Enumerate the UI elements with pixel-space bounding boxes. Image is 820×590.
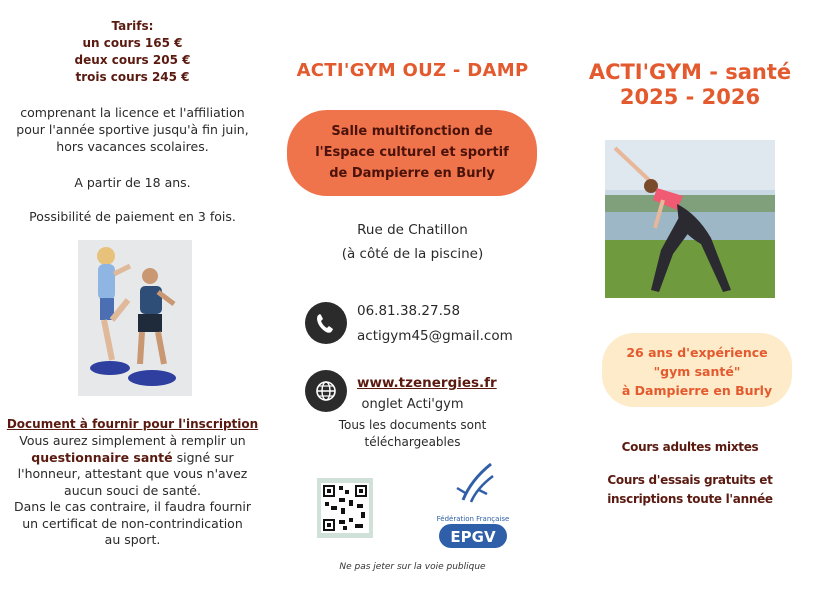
epgv-logo xyxy=(423,460,523,552)
licence-line-3: hors vacances scolaires. xyxy=(56,139,209,154)
left-panel xyxy=(0,0,265,590)
docs-line-3: l'honneur, attestant que vous n'avez xyxy=(17,466,248,481)
free-trial-text xyxy=(560,471,820,509)
venue-line-3: de Dampierre en Burly xyxy=(329,166,495,181)
website-tab: onglet Acti'gym xyxy=(361,397,464,412)
note-line-1: Tous les documents sont xyxy=(338,418,487,432)
documents-body xyxy=(0,433,265,549)
email-link[interactable]: actigym45@gmail.com xyxy=(357,328,513,344)
program-title xyxy=(560,60,820,110)
venue-text xyxy=(287,121,537,184)
website-link[interactable]: www.tzenergies.fr xyxy=(357,375,497,391)
licence-text xyxy=(0,104,265,155)
questionnaire-emphasis: questionnaire santé xyxy=(31,449,173,465)
payment-text: Possibilité de paiement en 3 fois. xyxy=(29,209,236,224)
age-text: A partir de 18 ans. xyxy=(74,175,191,190)
free-trial-line-1: Cours d'essais gratuits et xyxy=(607,473,773,487)
free-trial-line-2: inscriptions toute l'année xyxy=(607,492,773,506)
yoga-stretch-photo xyxy=(605,140,775,298)
docs-line-7: au sport. xyxy=(104,532,161,547)
docs-line-4: aucun souci de santé. xyxy=(64,482,201,498)
tarifs-heading: Tarifs: xyxy=(111,19,154,33)
right-panel xyxy=(560,0,820,590)
licence-line-1: comprenant la licence et l'affiliation xyxy=(20,105,245,120)
experience-line-2: "gym santé" xyxy=(653,364,741,379)
docs-line-2-rest: signé sur xyxy=(172,449,234,465)
documents-heading: Document à fournir pour l'inscription xyxy=(6,417,259,431)
experience-line-3: à Dampierre en Burly xyxy=(621,383,773,398)
logo-epgv-text: EPGV xyxy=(450,528,496,546)
street: Rue de Chatillon xyxy=(357,222,468,238)
logo-federation-text: Fédération Française xyxy=(436,515,510,523)
balance-exercise-photo xyxy=(78,240,192,396)
tarif-two: deux cours 205 € xyxy=(74,53,191,67)
note-line-2: téléchargeables xyxy=(364,435,461,449)
address-hint: (à côté de la piscine) xyxy=(341,246,484,262)
docs-line-2 xyxy=(0,450,265,467)
phone-number[interactable]: 06.81.38.27.58 xyxy=(357,303,461,319)
downloads-note xyxy=(265,417,560,451)
middle-panel xyxy=(265,0,560,590)
venue-line-1: Salle multifonction de xyxy=(331,124,493,139)
tarifs-block xyxy=(0,18,265,86)
tarif-three: trois cours 245 € xyxy=(75,70,190,84)
address xyxy=(265,218,560,266)
season-years: 2025 - 2026 xyxy=(619,85,761,109)
program-title-line-1: ACTI'GYM - santé xyxy=(588,60,792,84)
docs-line-5: Dans le cas contraire, il faudra fournir xyxy=(14,499,251,514)
docs-line-1: Vous aurez simplement à remplir un xyxy=(19,433,246,448)
experience-text xyxy=(602,343,792,400)
footer-note: Ne pas jeter sur la voie publique xyxy=(339,562,486,572)
licence-line-2: pour l'année sportive jusqu'à fin juin, xyxy=(16,122,249,137)
docs-line-6: un certificat de non-contrindication xyxy=(22,515,243,531)
tarif-one: un cours 165 € xyxy=(82,36,183,50)
club-title: ACTI'GYM OUZ - DAMP xyxy=(296,60,529,81)
experience-line-1: 26 ans d'expérience xyxy=(626,345,768,360)
venue-line-2: l'Espace culturel et sportif xyxy=(315,145,509,160)
mixed-classes-text: Cours adultes mixtes xyxy=(621,440,759,454)
qr-code[interactable] xyxy=(317,478,373,538)
phone-icon xyxy=(305,302,347,344)
